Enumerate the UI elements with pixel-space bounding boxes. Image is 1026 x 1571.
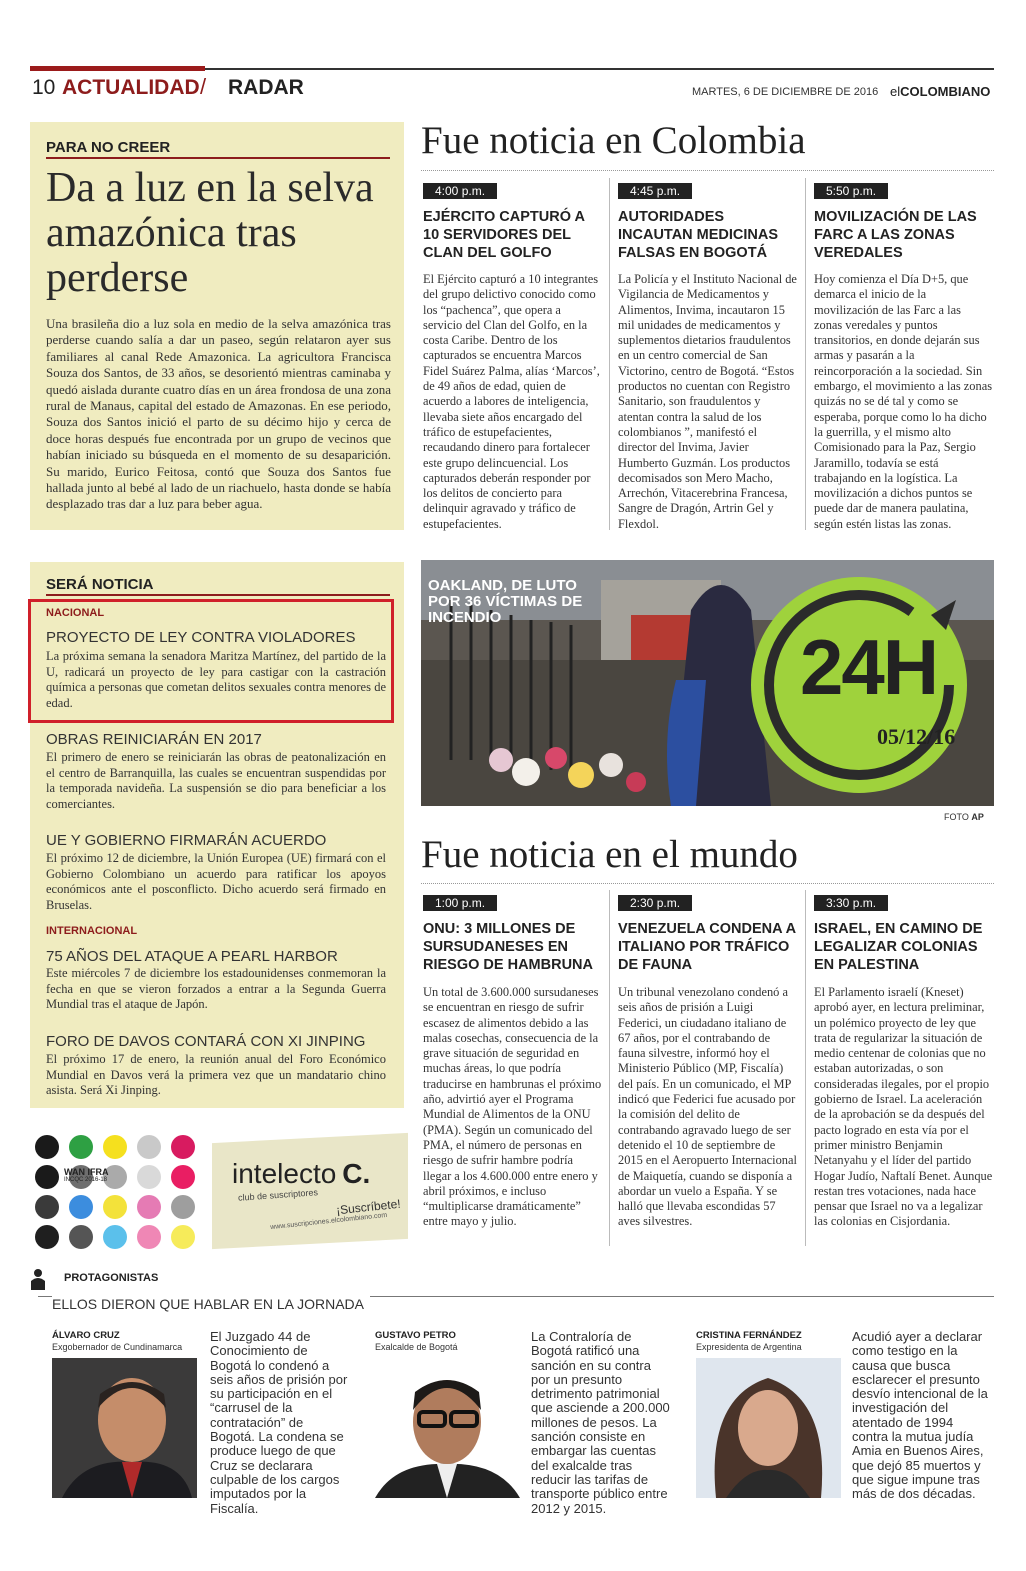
color-dot (171, 1195, 195, 1219)
color-dot (103, 1225, 127, 1249)
avatar (52, 1358, 197, 1498)
highlight-frame (28, 599, 394, 723)
story-time: 5:50 p.m. (814, 183, 888, 199)
story-body: El Ejército capturó a 10 integrantes del grupo delictivo conocido como los “pachenca”, que opera a servicio del Clan del Golfo, en la costa Caribe. Dentro de los capturados se encuentra Marcos Fidel Suárez Palma, alías ‘Marcos’, de 49 años de edad, quien de acuerdo a labores de inteligencia, llevaba siete años encargado del tráfico de estupefacientes, recaudando dinero para fortalecer este grupo delincuencial. Los capturados deberán responder por los delitos de concierto para delinquir agravado y tráfico de estupefacientes. (423, 272, 600, 531)
avatar (375, 1358, 520, 1498)
para-no-creer-title: Da a luz en la selva amazónica tras perderse (46, 165, 374, 301)
column-rule (609, 890, 610, 1246)
photo-caption: OAKLAND, DE LUTO POR 36 VÍCTIMAS DE INCENDIO (428, 577, 583, 626)
person-text: El Juzgado 44 de Conocimiento de Bogotá lo condenó a seis años de prisión por su participación en el “carrusel de la contratación” de Bogotá. La condena se produce luego de que Cruz se declarara culpable de los cargos imputados por la Fiscalía. (210, 1329, 348, 1516)
color-dot (35, 1135, 59, 1159)
subscribe-link[interactable]: ¡Suscríbete! (335, 1196, 402, 1218)
story-time: 3:30 p.m. (814, 895, 888, 911)
protagonistas-kicker: PROTAGONISTAS (64, 1272, 159, 1284)
wan-ifra-color-dots (35, 1135, 205, 1247)
title-divider (421, 170, 994, 171)
news-item-title: PROYECTO DE LEY CONTRA VIOLADORES (46, 629, 356, 646)
color-dot (35, 1165, 59, 1189)
story-body: La Policía y el Instituto Nacional de Vigilancia de Medicamentos y Alimentos, Invima, incautaron 15 mil unidades de medicamentos y suplementos dietarios fraudulentos en un centro comercial de San Victorino, centro de Bogotá. “Estos productos no cuentan con Registro Sanitario, son fraudulentos y atentan contra la salud de los colombianos ”, manifestó el director del Invima, Javier Humberto Guzmán. Los productos decomisados son Mero Macho, Arrechón, Vitacerebrina Francesa, Sangre de Dragón, Artrin Gel y Flexdol. (618, 272, 797, 531)
news-item-title: UE Y GOBIERNO FIRMARÁN ACUERDO (46, 832, 327, 849)
person-role: Expresidenta de Argentina (696, 1342, 802, 1352)
color-dot (69, 1135, 93, 1159)
person-name: CRISTINA FERNÁNDEZ (696, 1330, 802, 1341)
news-item-title: 75 AÑOS DEL ATAQUE A PEARL HARBOR (46, 948, 338, 965)
color-dot (35, 1195, 59, 1219)
section-separator: / (200, 74, 207, 99)
news-item-body: El próximo 12 de diciembre, la Unión Europea (UE) firmará con el Gobierno Colombiano un acuerdo para ratificar los apoyos económicos ante el posconflicto. Dicho acuerdo será firmado en Bruselas. (46, 851, 386, 912)
person-text: Acudió ayer a declarar como testigo en la causa que busca esclarecer el presunto desvío intencional de la investigación del atentado de 1994 contra la mutua judía Amia en Buenos Aires, que dejó 85 muertos y que sigue impune tras más de dos décadas. (852, 1329, 988, 1502)
category-nacional: NACIONAL (46, 607, 105, 619)
header-accent-bar (30, 66, 205, 71)
news-item-body: La próxima semana la senadora Maritza Martínez, del partido de la U, radicará un proyecto de ley para castigar con la castración química a personas que cometan delitos sexuales contra menores de edad. (46, 649, 386, 710)
news-item-title: OBRAS REINICIARÁN EN 2017 (46, 731, 262, 748)
color-dot (69, 1225, 93, 1249)
person-name: ÁLVARO CRUZ (52, 1330, 120, 1341)
story-headline: ONU: 3 MILLONES DE SURSUDANESES EN RIESGO DE HAMBRUNA (423, 921, 593, 973)
para-no-creer-body: Una brasileña dio a luz sola en medio de la selva amazónica tras perderse cuando salía a dar un paseo, según relataron ayer sus familiares al canal Rede Amazonica. La agricultora Francisca Souza dos Santos, de 33 años, se desorientó mientras caminaba y quedó aislada durante cuatro días en un área frondosa de una zona rural de Manaus, capital del estado de Amazonas. En ese periodo, Souza dos Santos inició el parto de su décimo hijo y cerca de doce horas después fue encontrada por un grupo de vecinos que habían iniciado su búsqueda en el momento de su desaparición. Su marido, Eurico Feitosa, contó que Souza dos Santos fue hallada junto al bebé al lado de un riachuelo, hasta donde se había desplazado tras dar a luz para beber agua. (46, 316, 391, 512)
section-name: ACTUALIDAD (62, 76, 200, 99)
person-role: Exalcalde de Bogotá (375, 1342, 458, 1352)
story-headline: AUTORIDADES INCAUTAN MEDICINAS FALSAS EN BOGOTÁ (618, 209, 779, 261)
story-body: El Parlamento israelí (Kneset) aprobó ayer, en lectura preliminar, un polémico proyecto de ley que trata de regularizar la situación de medio centenar de colonias que no estaban autorizadas, o son consideradas ilegales, por el propio gobierno de Israel. La aceleración de la aprobación se da después del pacto logrado en esta vía por el primer ministro Benjamin Netanyahu y el líder del partido Hogar Judío, Naftalí Benet. Aunque restan tres votaciones, nada hace pensar que Israel no va a legalizar las colonias en Cisjordania. (814, 985, 993, 1229)
intelecto-logo[interactable]: intelecto C. (232, 1158, 371, 1189)
color-dot (137, 1165, 161, 1189)
24h-badge: 24H (800, 623, 938, 711)
person-name: GUSTAVO PETRO (375, 1330, 456, 1341)
story-body: Un total de 3.600.000 sursudaneses se encuentran en riesgo de sufrir escasez de alimentos debido a las malas cosechas, consecuencia de la grave situación de seguridad en muchas áreas, lo que podría traducirse en hambrunas el próximo año, advirtió ayer el Programa Mundial de Alimentos de la ONU (PMA). Según un comunicado del PMA, el número de personas en riesgo de sufrir hambre podría llegar a los 4.600.000 entre enero y abril próximos, e incluso “multiplicarse dramáticamente” entre mayo y julio. (423, 985, 602, 1229)
color-dot (137, 1225, 161, 1249)
story-headline: MOVILIZACIÓN DE LAS FARC A LAS ZONAS VEREDALES (814, 209, 977, 261)
color-dot (103, 1135, 127, 1159)
news-item-body: Este miércoles 7 de diciembre los estadounidenses conmemoran la fecha en que se vieron forzados a entrar a la Segunda Guerra Mundial tras el ataque de Japón. (46, 966, 386, 1012)
issue-date: MARTES, 6 DE DICIEMBRE DE 2016 (692, 86, 879, 98)
title-divider (421, 883, 994, 884)
avatar (696, 1358, 841, 1498)
story-headline: ISRAEL, EN CAMINO DE LEGALIZAR COLONIAS EN PALESTINA (814, 921, 983, 973)
story-time: 4:45 p.m. (618, 183, 692, 199)
news-item-body: El próximo 17 de enero, la reunión anual del Foro Económico Mundial en Davos verá la primera vez que un mandatario chino asista. Será Xi Jinping. (46, 1052, 386, 1098)
para-no-creer-kicker: PARA NO CREER (46, 139, 171, 156)
intelecto-subtitle: club de suscriptores (237, 1187, 319, 1203)
color-dot (103, 1195, 127, 1219)
badge-date: 05/12/16 (877, 724, 956, 749)
photo-credit: FOTO AP (944, 812, 984, 822)
story-headline: EJÉRCITO CAPTURÓ A 10 SERVIDORES DEL CLAN DEL GOLFO (423, 209, 585, 261)
sub-section-name: RADAR (228, 76, 304, 99)
page-number: 10 (32, 76, 56, 99)
story-time: 2:30 p.m. (618, 895, 692, 911)
column-rule (805, 178, 806, 530)
kicker-rule (46, 157, 390, 159)
story-time: 1:00 p.m. (423, 895, 497, 911)
color-dot (69, 1195, 93, 1219)
news-item-body: El primero de enero se reiniciarán las obras de peatonalización en el centro de Barranquilla, las cuales se encuentran suspendidas por la temporada navideña. La suspensión se dio para beneficiar a los comerciantes. (46, 750, 386, 811)
column-rule (609, 178, 610, 530)
color-dot (171, 1135, 195, 1159)
column-rule (805, 890, 806, 1246)
sera-noticia-kicker: SERÁ NOTICIA (46, 576, 154, 593)
mundo-section-title: Fue noticia en el mundo (421, 833, 798, 876)
category-internacional: INTERNACIONAL (46, 925, 138, 937)
story-body: Un tribunal venezolano condenó a seis años de prisión a Luigi Federici, un ciudadano italiano de 67 años, por el contrabando de fauna silvestre, informó hoy el Ministerio Público (MP, Fiscalía) del país. En un comunicado, el MP indicó que Federici fue acusado por la comisión del delito de contrabando agravado luego de ser detenido el 10 de septiembre de 2015 en el Aeropuerto Internacional de Maiquetía, cuando se disponía a abordar un vuelo a España. Y se halló que llevaba escondidas 57 aves silvestres. (618, 985, 797, 1229)
brand-logo: elCOLOMBIANO (890, 84, 991, 99)
story-body: Hoy comienza el Día D+5, que demarca el inicio de la movilización de las Farc a las zonas veredales y puntos transitorios, en donde dejarán sus armas y pasarán a la reincorporación a la sociedad. Sin embargo, el movimiento a las zonas quizás no se dé tal y como se esperaba, porque como lo ha dicho la guerrilla, y el mismo alto Comisionado para la Paz, Sergio Jaramillo, todavía se está trabajando en la logística. La movilización a dichos puntos se puede dar de manera paulatina, según estén listas las zonas. (814, 272, 993, 531)
person-icon (30, 1268, 46, 1290)
person-role: Exgobernador de Cundinamarca (52, 1342, 183, 1352)
story-headline: VENEZUELA CONDENA A ITALIANO POR TRÁFICO DE FAUNA (618, 921, 796, 973)
news-item-title: FORO DE DAVOS CONTARÁ CON XI JINPING (46, 1033, 366, 1050)
color-dot (137, 1195, 161, 1219)
color-dot (137, 1135, 161, 1159)
color-dot (171, 1225, 195, 1249)
color-dot (171, 1165, 195, 1189)
story-time: 4:00 p.m. (423, 183, 497, 199)
subscribe-url[interactable]: www.suscripciones.elcolombiano.com (269, 1211, 388, 1232)
color-dot (35, 1225, 59, 1249)
protagonistas-subtitle: ELLOS DIERON QUE HABLAR EN LA JORNADA (52, 1296, 370, 1312)
wan-ifra-logo: WAN IFRA INCQC 2016-18 (64, 1167, 109, 1183)
person-text: La Contraloría de Bogotá ratificó una sanción en su contra por un presunto detrimento patrimonial que asciende a 200.000 millones de pesos. La sanción consiste en embargar las cuentas del exalcalde tras reducir las tarifas de transporte público entre 2012 y 2015. (531, 1329, 670, 1516)
kicker-rule (46, 594, 390, 596)
colombia-section-title: Fue noticia en Colombia (421, 119, 806, 162)
